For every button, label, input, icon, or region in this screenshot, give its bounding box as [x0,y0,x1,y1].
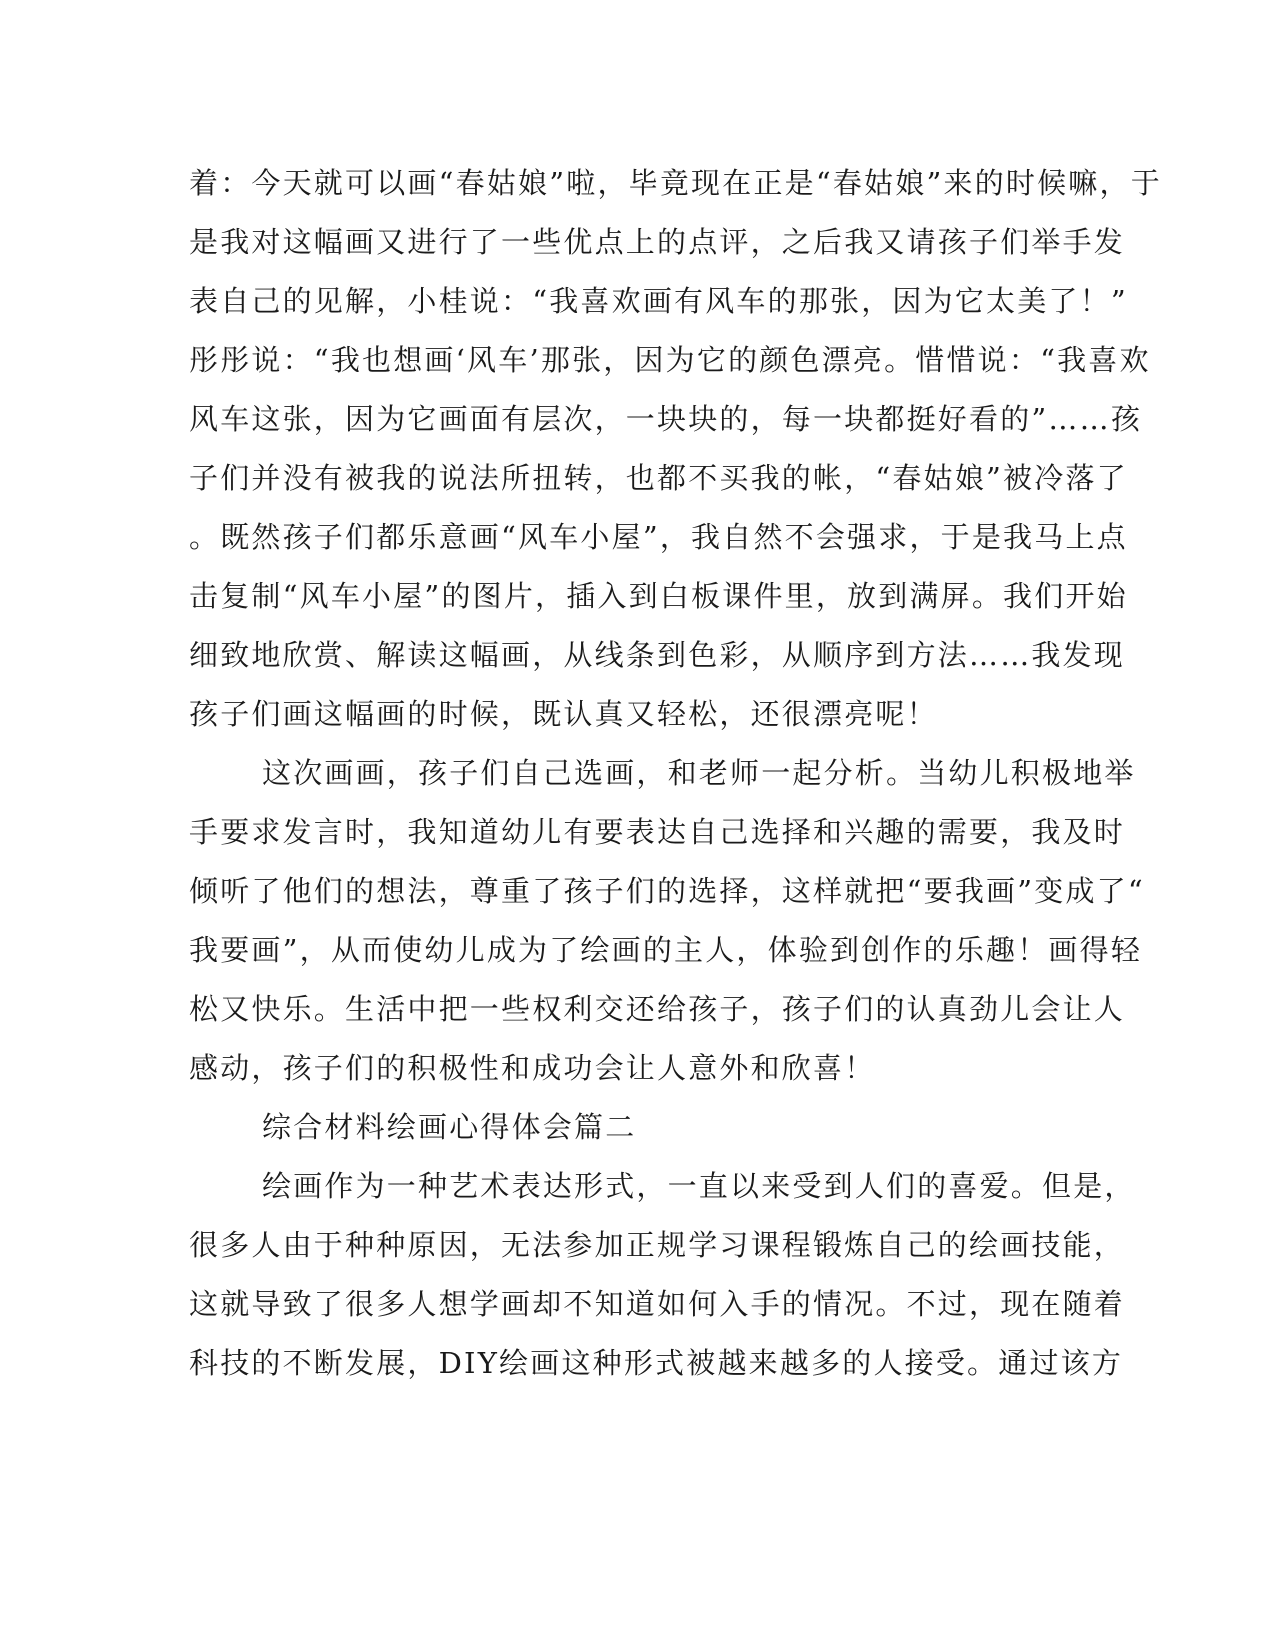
paragraph-start: 这次画画，孩子们自己选画，和老师一起分析。当幼儿积极地举 [262,756,1136,790]
text-line: 手要求发言时，我知道幼儿有要表达自己选择和兴趣的需要，我及时 [189,815,1126,849]
text-line: 。既然孩子们都乐意画“风车小屋”，我自然不会强求，于是我马上点 [189,520,1128,554]
text-line: 子们并没有被我的说法所扭转，也都不买我的帐，“春姑娘”被冷落了 [189,461,1128,495]
text-line: 感动，孩子们的积极性和成功会让人意外和欣喜！ [189,1051,876,1085]
text-line: 很多人由于种种原因，无法参加正规学习课程锻炼自己的绘画技能， [189,1228,1126,1262]
text-line: 表自己的见解，小桂说：“我喜欢画有风车的那张，因为它太美了！” [189,284,1128,318]
text-line: 倾听了他们的想法，尊重了孩子们的选择，这样就把“要我画”变成了“ [189,874,1145,908]
text-line: 孩子们画这幅画的时候，既认真又轻松，还很漂亮呢！ [189,697,938,731]
text-line: 着：今天就可以画“春姑娘”啦，毕竟现在正是“春姑娘”来的时候嘛，于 [189,166,1162,200]
text-line: 彤彤说：“我也想画‘风车’那张，因为它的颜色漂亮。惜惜说：“我喜欢 [189,343,1151,377]
text-line: 松又快乐。生活中把一些权利交还给孩子，孩子们的认真劲儿会让人 [189,992,1126,1026]
paragraph-start: 绘画作为一种艺术表达形式，一直以来受到人们的喜爱。但是， [262,1169,1136,1203]
text-line: 是我对这幅画又进行了一些优点上的点评，之后我又请孩子们举手发 [189,225,1126,259]
section-heading: 综合材料绘画心得体会篇二 [262,1110,637,1144]
text-line: 细致地欣赏、解读这幅画，从线条到色彩，从顺序到方法……我发现 [189,638,1126,672]
text-line: 科技的不断发展，DIY绘画这种形式被越来越多的人接受。通过该方 [189,1346,1124,1380]
text-line: 风车这张，因为它画面有层次，一块块的，每一块都挺好看的”……孩 [189,402,1143,436]
text-line: 这就导致了很多人想学画却不知道如何入手的情况。不过，现在随着 [189,1287,1126,1321]
text-line: 我要画”，从而使幼儿成为了绘画的主人，体验到创作的乐趣！画得轻 [189,933,1143,967]
text-line: 击复制“风车小屋”的图片，插入到白板课件里，放到满屏。我们开始 [189,579,1128,613]
